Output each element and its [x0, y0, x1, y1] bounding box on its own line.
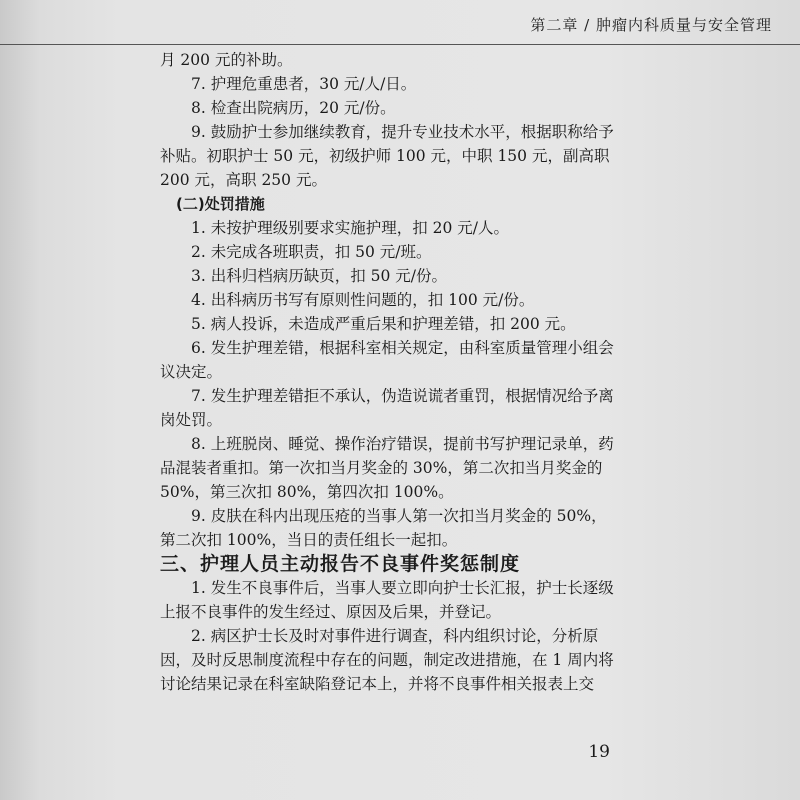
penalty-item-6: 6. 发生护理差错，根据科室相关规定，由科室质量管理小组会议决定。	[160, 339, 614, 381]
penalty-item-8: 8. 上班脱岗、睡觉、操作治疗错误，提前书写护理记录单，药品混装者重扣。第一次扣当月奖金的 30%，第二次扣当月奖金的 50%，第三次扣 80%，第四次扣 100%。	[160, 435, 614, 501]
reward-item-9: 9. 鼓励护士参加继续教育，提升专业技术水平，根据职称给予补贴。初职护士 50 元，初级护师 100 元，中职 150 元，副高职 200 元，高职 250 元。	[160, 123, 614, 189]
penalty-item-1: 1. 未按护理级别要求实施护理，扣 20 元/人。	[191, 219, 510, 237]
running-header: 第二章 / 肿瘤内科质量与安全管理	[530, 16, 772, 34]
penalties-heading: (二)处罚措施	[176, 195, 265, 213]
penalty-item-9: 9. 皮肤在科内出现压疮的当事人第一次扣当月奖金的 50%，第二次扣 100%，当日的责任组长一起扣。	[160, 507, 607, 549]
penalty-item-7: 7. 发生护理差错拒不承认，伪造说谎者重罚，根据情况给予离岗处罚。	[160, 387, 614, 429]
header-rule	[0, 44, 800, 45]
reward-continued: 月 200 元的补助。	[160, 51, 293, 69]
reward-item-7: 7. 护理危重患者，30 元/人/日。	[191, 75, 417, 93]
page-number: 19	[588, 742, 610, 762]
section-heading: 三、护理人员主动报告不良事件奖惩制度	[160, 553, 521, 575]
penalty-item-2: 2. 未完成各班职责，扣 50 元/班。	[191, 243, 432, 261]
report-item-2: 2. 病区护士长及时对事件进行调查，科内组织讨论，分析原因，及时反思制度流程中存在的问题，制定改进措施，在 1 周内将讨论结果记录在科室缺陷登记本上，并将不良事件相关报表上交	[160, 627, 614, 693]
penalty-item-4: 4. 出科病历书写有原则性问题的，扣 100 元/份。	[191, 291, 535, 309]
reward-item-8: 8. 检查出院病历，20 元/份。	[191, 99, 396, 117]
report-item-1: 1. 发生不良事件后，当事人要立即向护士长汇报，护士长逐级上报不良事件的发生经过、原因及后果，并登记。	[160, 579, 614, 621]
page-body	[160, 48, 620, 696]
penalty-item-5: 5. 病人投诉，未造成严重后果和护理差错，扣 200 元。	[191, 315, 576, 333]
penalty-item-3: 3. 出科归档病历缺页，扣 50 元/份。	[191, 267, 448, 285]
